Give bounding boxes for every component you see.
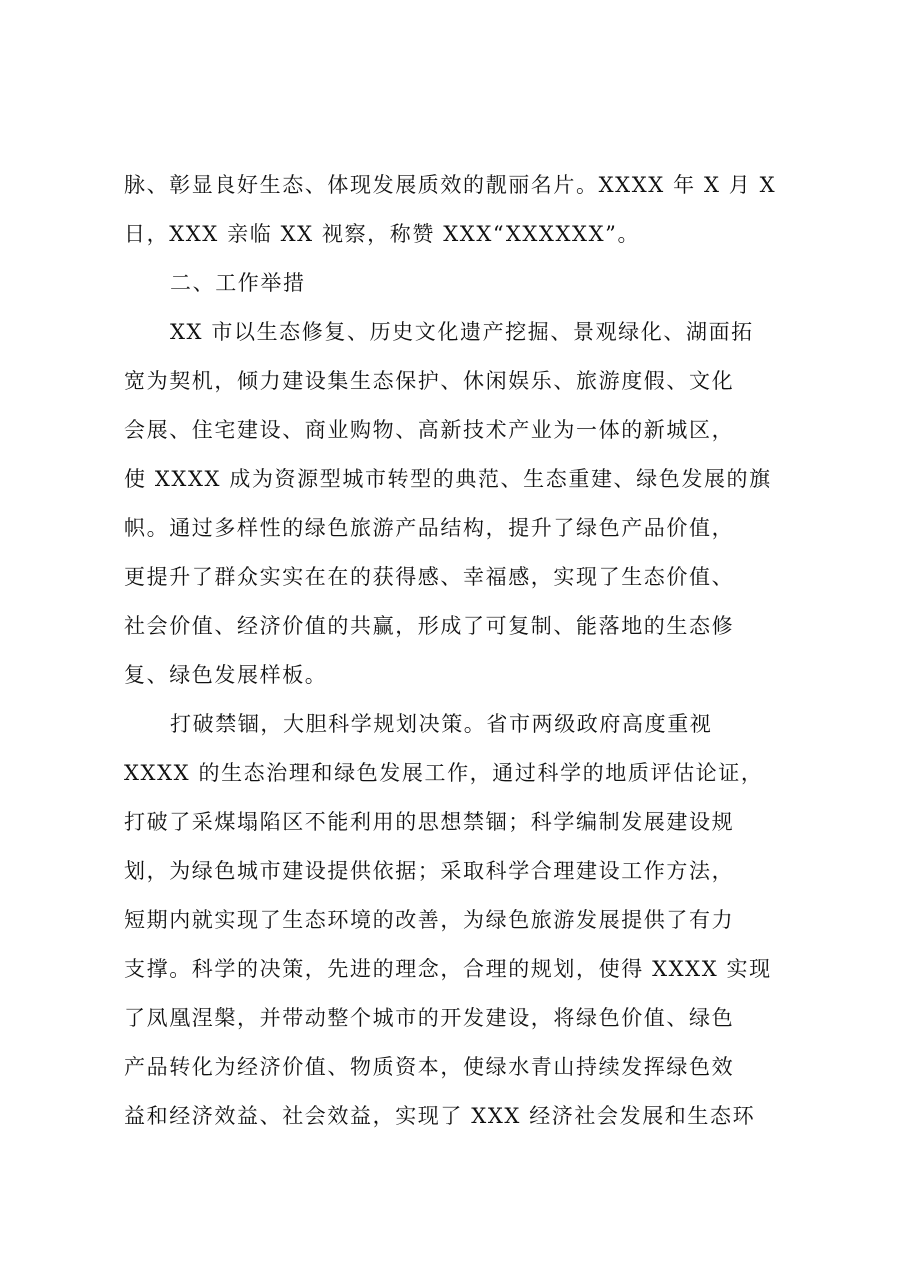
- text-line: 短期内就实现了生态环境的改善，为绿色旅游发展提供了有力: [124, 908, 735, 932]
- text-line: 社会价值、经济价值的共赢，形成了可复制、能落地的生态修: [124, 614, 735, 638]
- text-line: 宽为契机，倾力建设集生态保护、休闲娱乐、旅游度假、文化: [124, 369, 735, 393]
- text-line: XXXX 的生态治理和绿色发展工作，通过科学的地质评估论证，: [124, 761, 764, 785]
- text-line: 更提升了群众实实在在的获得感、幸福感，实现了生态价值、: [124, 565, 735, 589]
- text-line: 复、绿色发展样板。: [124, 663, 328, 687]
- text-line: 划，为绿色城市建设提供依据；采取科学合理建设工作方法，: [124, 859, 735, 883]
- text-line: 脉、彰显良好生态、体现发展质效的靓丽名片。XXXX 年 X 月 X: [124, 173, 777, 197]
- text-line: 打破了采煤塌陷区不能利用的思想禁锢；科学编制发展建设规: [124, 810, 735, 834]
- paragraph-first-line: XX 市以生态修复、历史文化遗产挖掘、景观绿化、湖面拓: [170, 320, 754, 344]
- text-line: 支撑。科学的决策，先进的理念，合理的规划，使得 XXXX 实现: [124, 957, 772, 981]
- text-line: 会展、住宅建设、商业购物、高新技术产业为一体的新城区，: [124, 418, 735, 442]
- text-line: 产品转化为经济价值、物质资本，使绿水青山持续发挥绿色效: [124, 1055, 735, 1079]
- text-line: 帜。通过多样性的绿色旅游产品结构，提升了绿色产品价值，: [124, 516, 735, 540]
- text-line: 益和经济效益、社会效益，实现了 XXX 经济社会发展和生态环: [124, 1104, 756, 1128]
- text-line: 使 XXXX 成为资源型城市转型的典范、生态重建、绿色发展的旗: [124, 467, 772, 491]
- text-line: 了凤凰涅槃，并带动整个城市的开发建设，将绿色价值、绿色: [124, 1006, 735, 1030]
- section-heading: 二、工作举措: [170, 271, 306, 295]
- text-line: 日，XXX 亲临 XX 视察，称赞 XXX“XXXXXX”。: [124, 222, 641, 246]
- paragraph-first-line: 打破禁锢，大胆科学规划决策。省市两级政府高度重视: [170, 712, 713, 736]
